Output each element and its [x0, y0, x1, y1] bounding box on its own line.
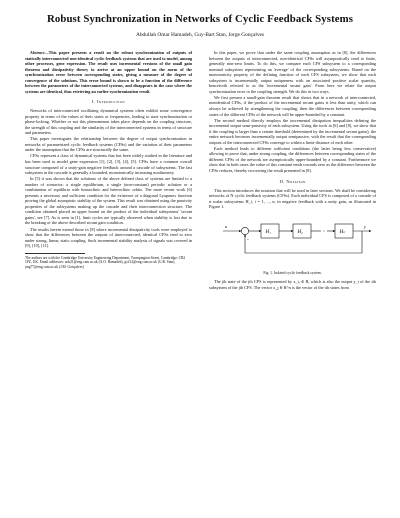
- intro-paragraph: Networks of interconnected oscillating dynamical systems often exhibit some convergence property in terms of the values of their states or frequencies, leading to state synchronization or phase-locking. Whether or not this phenomenon takes place depends on the coupling structure, the strength of this coupling and the similarity of the interconnected systems in terms of structure and parameters.: [25, 108, 192, 136]
- summing-junction: [241, 227, 248, 234]
- abstract-label: Abstract: [30, 50, 45, 55]
- body-paragraph: The jth state of the jth CFS is represented by x_i, ∈ R, which is also the output y_i of the ith subsystem of the jth CFS. The vector x_j ∈ R^n is the vector of the ith states from: [209, 279, 376, 290]
- footnote-divider: [25, 253, 85, 254]
- section-heading-notation: II. Notation: [279, 178, 306, 184]
- block-h1-label: H₁: [265, 229, 271, 235]
- block-diagram: [209, 213, 376, 269]
- right-column: [209, 50, 376, 291]
- notation-paragraph: This section introduces the notation that will be used in later sections. We shall be considering networks of N cyclic feedback systems (CFSs). Each individual CFS is composed of a cascade of n scalar subsystems H_i, i = 1, ..., n, in negative feedback with a unity gain, as illustrated in Figure 1.: [209, 187, 376, 210]
- section-heading-introduction: I. Introduction: [92, 99, 125, 104]
- body-paragraph: Each method leads to different sufficient conditions (the latter being less conservative) allowing to prove that, under strong coupling, the differences between corresponding states of the different CFSs of the network are asymptotically upper-bounded by a constant. Furthermore we show that in both cases the value of this constant tends towards zero as the difference between the CFSs reduces, thereby recovering the result presented in [8].: [209, 145, 376, 173]
- paper-title: Robust Synchronization in Networks of Cyclic Feedback Systems: [46, 13, 354, 25]
- abstract-text: This paper presents a result on the robust synchronization of outputs of statically interconnected non-identical cyclic feedback systems that are used to model, among other processes, gene expression. The result uses incremental versions of the small gain theorem and dissipativity theory to arrive at an upper bound on the norm of the synchronization error between corresponding states, giving a measure of the degree of convergence of the solutions. This error bound is shown to be a function of the difference between the parameters of the interconnected systems, and disappears in the case where the systems are identical, thus retrieving an earlier synchronization result.: [25, 50, 192, 94]
- body-paragraph: In this paper, we prove that under the same coupling assumption as in [8], the differences between the outputs of interconnected, non-identical CFSs will asymptotically tend to finite, generally non-zero limits. To do this, we compare each CFS subsystem to a corresponding nominal subsystem representing an 'average' of the corresponding subsystems. Based on the monotonicity property of the defining function of each CFS subsystem, we show that each subsystem is incrementally output uniqueness with an associated positive scalar quantity, henceforth referred to as the 'incremental secant gain'. From here we relate the output synchronization error to the coupling strength. We do this in two ways.: [209, 50, 376, 94]
- block-hn-label: Hₙ: [339, 229, 346, 235]
- left-column: [25, 50, 192, 270]
- body-paragraph: We first present a small-gain theorem result that shows that in a network of interconnected, nonidentical CFSs, if the product of the incremental secant gains is less than unity, which can always be achieved by strengthening the coupling, then the differences between corresponding states of the different CFSs of the network will be upper-bounded by a constant.: [209, 94, 376, 117]
- intro-paragraph: The results herein extend those in [8] where incremental dissipativity tools were employed to show that the differences between the outputs of interconnected, identical CFSs tend to zero under strong, linear, static coupling. Such incremental stability analysis of signals was covered in [9], [10], [11].: [25, 226, 192, 249]
- intro-paragraph: CFSs represent a class of dynamical systems that has been widely studied in the literature and has been used to model gene expression [1], [2], [3], [4], [5]. CFSs have a common overall structure composed of a unity-gain negative feedback around a cascade of subsystems. The last subsystem in the cascade is generally a bounded, monotonically increasing nonlinearity.: [25, 153, 192, 176]
- intro-paragraph: This paper investigates the relationship between the degree of output synchronization in networks of parametrized cyclic feedback systems (CFSs) and the variation of their parameters under the assumption that the CFSs are structurally the same.: [25, 136, 192, 153]
- figure-1: [209, 213, 376, 269]
- block-h2-label: H₂: [297, 229, 303, 235]
- figure-caption: Fig. 1. Isolated cyclic feedback system.: [263, 270, 322, 275]
- author-footnote: The authors are with the Cambridge University Engineering Department, Trumpington Street, Cambridge, CB2 1PZ, UK. Email addresses: aoh21@eng.cam.ac.uk (A.O. Hamadeh), gs212@eng.cam.ac.uk (G.B. Stan), jmg77@eng.cam.ac.uk (J.M. Gonçalves): [25, 255, 186, 269]
- input-label: u: [225, 223, 228, 229]
- paper-authors: Abdullah Omar Hamadeh, Guy-Bart Stan, Jorge Gonçalves: [135, 32, 265, 38]
- body-paragraph: The second method directly employs the incremental dissipation inequalities defining the incremental output semi-passivity of each subsystem. Using the tools in [6] and [8], we show that if the coupling is larger than a certain threshold (determined by the incremental secant gains), the entire network becomes incrementally output semipassive, with the result that the corresponding outputs of the interconnected CFSs converge to within a finite distance of each other.: [209, 117, 376, 145]
- minus-sign: -: [247, 237, 249, 243]
- abstract: Abstract—This paper presents a result on the robust synchronization of outputs of statically interconnected non-identical cyclic feedback systems that are used to model, among other processes, gene expression. The result uses incremental versions of the small gain theorem and dissipativity theory to arrive at an upper bound on the norm of the synchronization error between corresponding states, giving a measure of the degree of convergence of the solutions. This error bound is shown to be a function of the difference between the parameters of the interconnected systems, and disappears in the case where the systems are identical, thus retrieving an earlier synchronization result.: [25, 50, 192, 94]
- output-label: y: [364, 223, 366, 229]
- intro-paragraph: In [5] it was shown that the solutions of the above defined class of systems are limited to a number of scenarios: a single equilibrium, a single (non-constant) periodic solution or a combination of equilibria with homoclinic and heteroclinic orbits. The more recent work [6] presents a necessary and sufficient condition for the existence of a diagonal Lyapunov function proving the global asymptotic stability of the system. This result was obtained using the passivity properties of the subsystems making up the cascade and their interconnection structure. The condition obtained placed an upper bound on the product of the individual subsystems' 'secant gains', see [7]. As is seen in [1], limit cycles are typically observed when stability is lost due to the breaking of the above described secant gain condition.: [25, 176, 192, 226]
